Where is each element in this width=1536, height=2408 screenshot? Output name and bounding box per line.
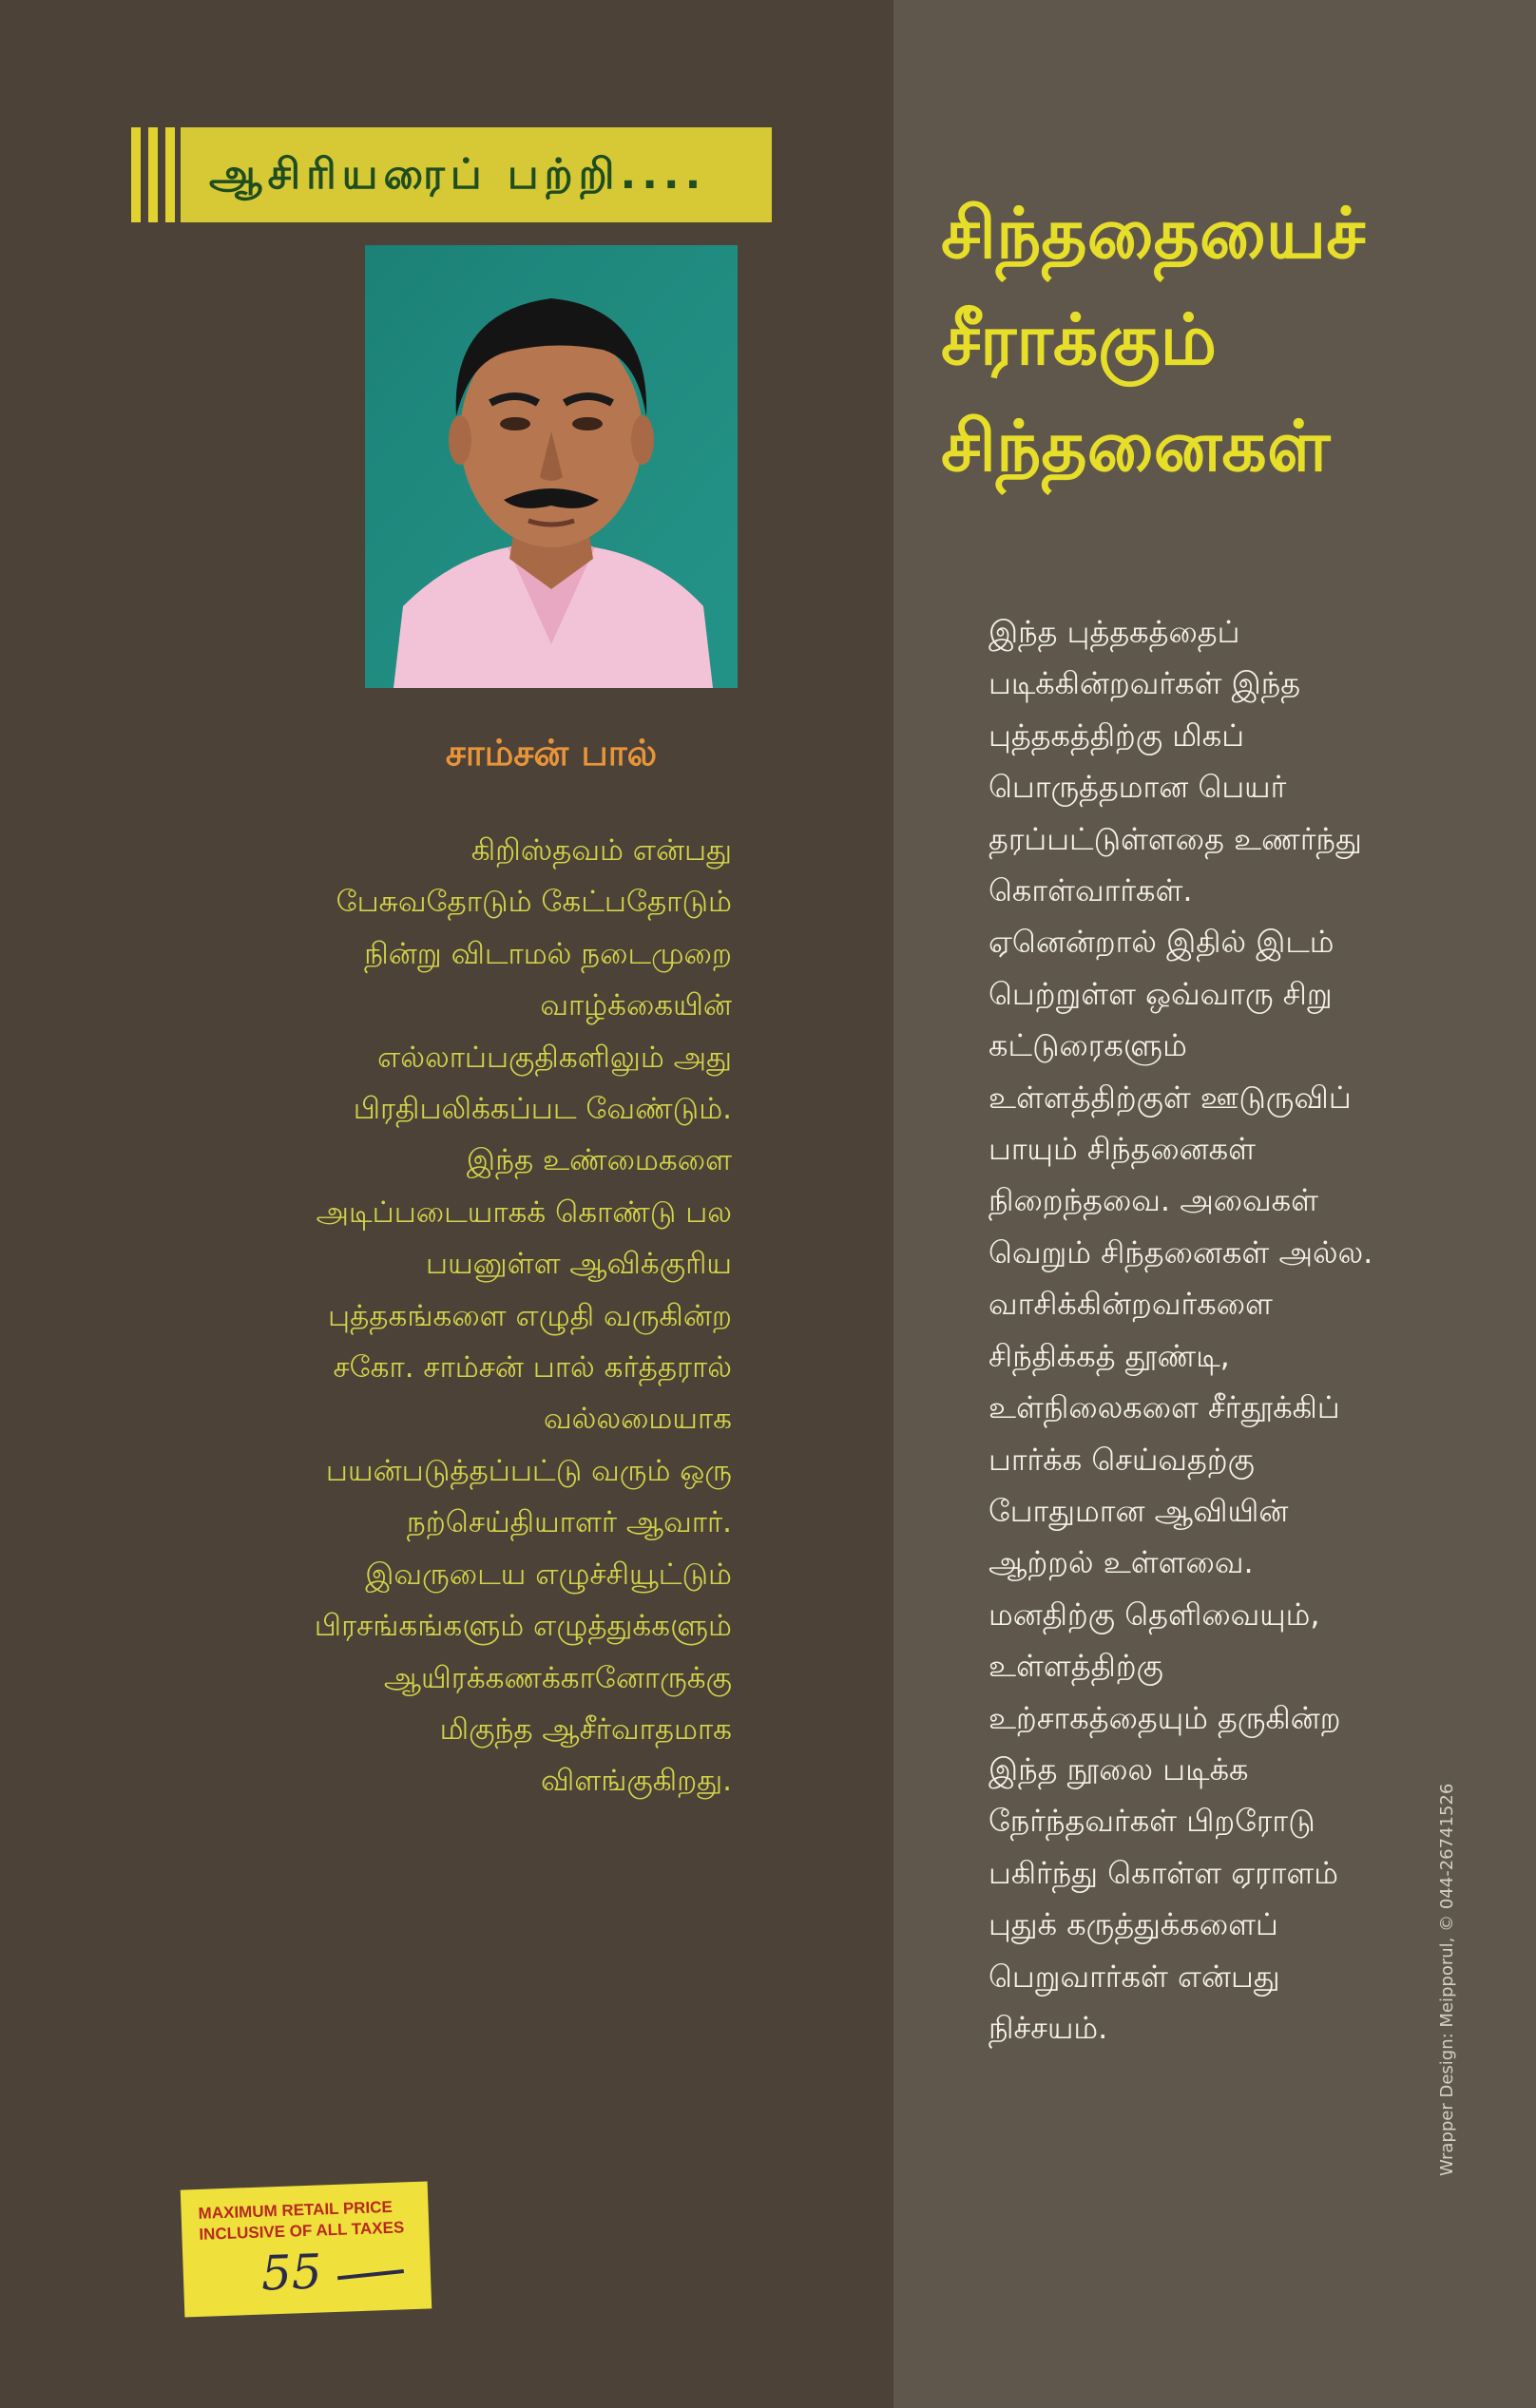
blurb-line: கட்டுரைகளும் bbox=[989, 1027, 1187, 1064]
tax-label: INCLUSIVE OF ALL TAXES bbox=[199, 2218, 405, 2244]
portrait-photo-icon bbox=[365, 245, 738, 688]
blurb-line: வெறும் சிந்தனைகள் அல்ல. bbox=[989, 1233, 1373, 1271]
blurb-line: உள்ளத்திற்குள் ஊடுருவிப் bbox=[989, 1079, 1352, 1116]
blurb-line: வாசிக்கின்றவர்களை bbox=[989, 1286, 1273, 1323]
blurb-line: பெறுவார்கள் என்பது bbox=[989, 1958, 1280, 1995]
blurb-line: பார்க்க செய்வதற்கு bbox=[989, 1441, 1255, 1478]
design-credit: Wrapper Design: Meipporul, © 044-26741526 bbox=[1437, 1783, 1457, 2176]
bio-line: வாழ்க்கையின் bbox=[540, 988, 732, 1023]
author-banner bbox=[131, 127, 772, 222]
bio-line: பிரசங்கங்களும் எழுத்துக்களும் bbox=[314, 1609, 732, 1644]
bio-line: நின்று விடாமல் நடைமுறை bbox=[364, 936, 732, 971]
blurb-line: உள்நிலைகளை சீர்தூக்கிப் bbox=[989, 1389, 1340, 1426]
bio-line: இவருடைய எழுச்சியூட்டும் bbox=[365, 1557, 732, 1592]
blurb-line: இந்த புத்தகத்தைப் bbox=[989, 614, 1240, 650]
price-sticker bbox=[181, 2182, 432, 2318]
bio-line: பயன்படுத்தப்பட்டு வரும் ஒரு bbox=[325, 1453, 732, 1488]
banner-stripe bbox=[165, 127, 175, 222]
bio-line: பேசுவதோடும் கேட்பதோடும் bbox=[336, 885, 732, 920]
blurb-line: பொருத்தமான பெயர் bbox=[989, 769, 1287, 806]
author-photo bbox=[365, 245, 738, 688]
blurb-line: மனதிற்கு தெளிவையும், bbox=[989, 1596, 1320, 1633]
mrp-label: MAXIMUM RETAIL PRICE bbox=[198, 2197, 394, 2223]
banner-label: ஆசிரியரைப் பற்றி.... bbox=[209, 150, 707, 199]
blurb-line: உற்சாகத்தையும் தருகின்ற bbox=[989, 1699, 1341, 1736]
banner-box bbox=[181, 127, 772, 222]
author-name: சாம்சன் பால் bbox=[445, 732, 658, 774]
blurb-line: நிச்சயம். bbox=[989, 2009, 1108, 2046]
blurb-line: கொள்வார்கள். bbox=[989, 872, 1193, 909]
bio-line: விளங்குகிறது. bbox=[540, 1764, 732, 1799]
blurb-line: உள்ளத்திற்கு bbox=[989, 1648, 1163, 1685]
bio-line: சகோ. சாம்சன் பால் கர்த்தரால் bbox=[333, 1350, 732, 1386]
price-value: 55 bbox=[259, 2244, 323, 2302]
bio-line: எல்லாப்பகுதிகளிலும் அது bbox=[377, 1040, 732, 1075]
bio-line: வல்லமையாக bbox=[543, 1402, 732, 1437]
bio-line: அடிப்படையாகக் கொண்டு பல bbox=[316, 1194, 732, 1230]
author-bio bbox=[238, 825, 732, 1807]
blurb-line: இந்த நூலை படிக்க bbox=[989, 1750, 1249, 1787]
title-line: சிந்தனைகள் bbox=[941, 406, 1331, 487]
bio-line: பயனுள்ள ஆவிக்குரிய bbox=[426, 1247, 732, 1282]
blurb-line: பெற்றுள்ள ஒவ்வாரு சிறு bbox=[989, 975, 1333, 1012]
book-blurb bbox=[989, 606, 1464, 2054]
bio-line: மிகுந்த ஆசீர்வாதமாக bbox=[439, 1711, 732, 1747]
blurb-line: பகிர்ந்து கொள்ள ஏராளம் bbox=[989, 1854, 1338, 1891]
bio-line: ஆயிரக்கணக்கானோருக்கு bbox=[383, 1660, 732, 1695]
bio-line: இந்த உண்மைகளை bbox=[466, 1143, 732, 1178]
blurb-line: பாயும் சிந்தனைகள் bbox=[989, 1131, 1256, 1168]
blurb-line: நேர்ந்தவர்கள் பிறரோடு bbox=[989, 1803, 1315, 1840]
blurb-line: படிக்கின்றவர்கள் இந்த bbox=[989, 665, 1301, 702]
banner-stripe bbox=[148, 127, 158, 222]
blurb-line: சிந்திக்கத் தூண்டி, bbox=[989, 1337, 1230, 1374]
blurb-line: நிறைந்தவை. அவைகள் bbox=[989, 1182, 1318, 1219]
blurb-line: ஆற்றல் உள்ளவை. bbox=[989, 1544, 1254, 1581]
blurb-line: போதுமான ஆவியின் bbox=[989, 1492, 1289, 1529]
title-line: சீராக்கும் bbox=[941, 299, 1218, 381]
blurb-line: புதுக் கருத்துக்களைப் bbox=[989, 1906, 1278, 1943]
blurb-line: புத்தகத்திற்கு மிகப் bbox=[989, 717, 1245, 754]
banner-stripe bbox=[131, 127, 141, 222]
bio-line: புத்தகங்களை எழுதி வருகின்ற bbox=[328, 1298, 732, 1333]
bio-line: பிரதிபலிக்கப்பட வேண்டும். bbox=[353, 1092, 732, 1127]
title-line: சிந்ததையைச் bbox=[941, 193, 1366, 275]
book-title bbox=[941, 181, 1473, 500]
bio-line: கிறிஸ்தவம் என்பது bbox=[470, 833, 732, 868]
blurb-line: ஏனென்றால் இதில் இடம் bbox=[989, 924, 1334, 961]
blurb-line: தரப்பட்டுள்ளதை உணர்ந்து bbox=[989, 820, 1362, 857]
bio-line: நற்செய்தியாளர் ஆவார். bbox=[406, 1505, 732, 1540]
price-dash bbox=[337, 2269, 404, 2280]
